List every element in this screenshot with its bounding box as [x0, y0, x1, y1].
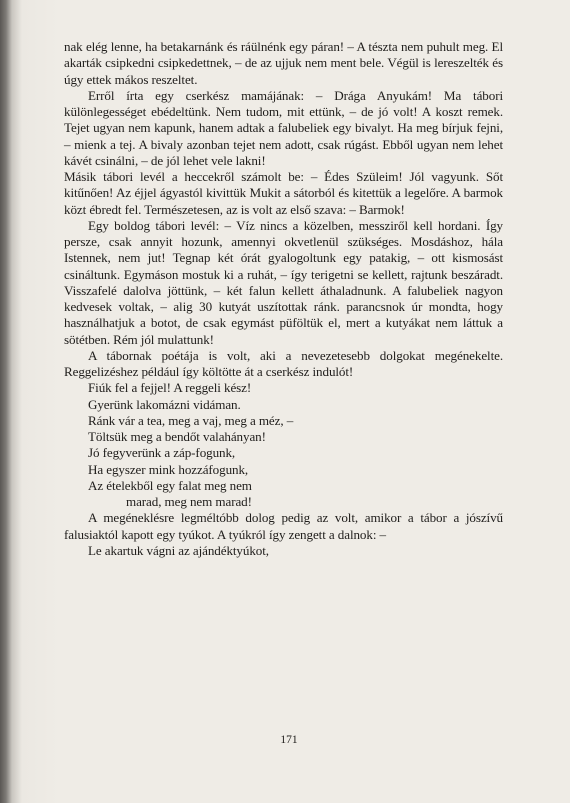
paragraph-6: A megéneklésre legméltóbb dolog pedig az volt, amikor a tábor a jószívű falusiaktól kapott egy tyúkot. A tyúkról így zengett a dalnok: –: [64, 510, 503, 542]
page-body: [64, 39, 503, 559]
poem-line-7: Az ételekből egy falat meg nem: [88, 477, 252, 493]
paragraph-4: Egy boldog tábori levél: – Víz nincs a közelben, messziről kell hordani. Így persze, csak annyit hozunk, amennyi okvetlenül szükséges. Mosdáshoz, hála Istennek, nem jut! Tegnap két órát gyalogoltunk egy patakig, – ott kismosást csináltunk. Egymáson mostuk ki a ruhát, – így terigetni se kellett, rajtunk beszáradt. Visszafelé dalolva jöttünk, – két falun kellett áthaladnunk. A falubeliek nagyon kedvesek voltak, – alig 30 kutyát uszítottak ránk. parancsnok úr mondta, hogy használhatjuk a botot, de csak egymást püföltük el, mert a kutyákat nem láttuk a sötétben. Rém jól mulattunk!: [64, 217, 503, 347]
paragraph-1: nak elég lenne, ha betakarnánk és ráülnénk egy páran! – A tészta nem puhult meg. El akarták csipkedni csipkedettnek, – de az ujjuk nem ment bele. Végül is lereszelték és úgy ettek mákos reszeltet.: [64, 39, 503, 87]
paragraph-5: A tábornak poétája is volt, aki a nevezetesebb dolgokat megénekelte. Reggelizéshez például így költötte át a cserkész indulót!: [64, 347, 503, 379]
paragraph-7: Le akartuk vágni az ajándéktyúkot,: [88, 542, 269, 558]
paragraph-2: Erről írta egy cserkész mamájának: – Drága Anyukám! Ma tábori különlegességet ebédeltünk. Nem tudom, mit ettünk, – de jó volt! A koszt remek. Tejet ugyan nem kapunk, hanem adtak a falubeliek egy bivalyt. Ha meg bírjuk fejni, – mienk a tej. A bivaly azonban tejet nem adott, csak rúgást. Ebből ugyan nem lehet kávét csinálni, – de jól lehet vele lakni!: [64, 87, 503, 168]
poem-line-3: Ránk vár a tea, meg a vaj, meg a méz, –: [88, 412, 294, 428]
poem-line-4: Töltsük meg a bendőt valahányan!: [88, 429, 266, 444]
poem-line-2: Gyerünk lakomázni vidáman.: [88, 396, 241, 412]
poem-line-6: Ha egyszer mink hozzáfogunk,: [88, 461, 249, 477]
paragraph-3: Másik tábori levél a heccekről számolt be: – Édes Szüleim! Jól vagyunk. Sőt kitűnően! Az éjjel ágyastól kivittük Mukit a sátorból és kitettük a legelőre. A barmok közt ébredt fel. Természetesen, az is volt az első szava: – Barmok!: [64, 169, 503, 217]
poem-line-1: Fiúk fel a fejjel! A reggeli kész!: [88, 380, 252, 396]
page-number: 171: [280, 734, 298, 746]
poem-line-8: marad, meg nem marad!: [126, 494, 252, 509]
poem: [64, 380, 503, 510]
poem-line-5: Jó fegyverünk a záp-fogunk,: [88, 445, 236, 461]
